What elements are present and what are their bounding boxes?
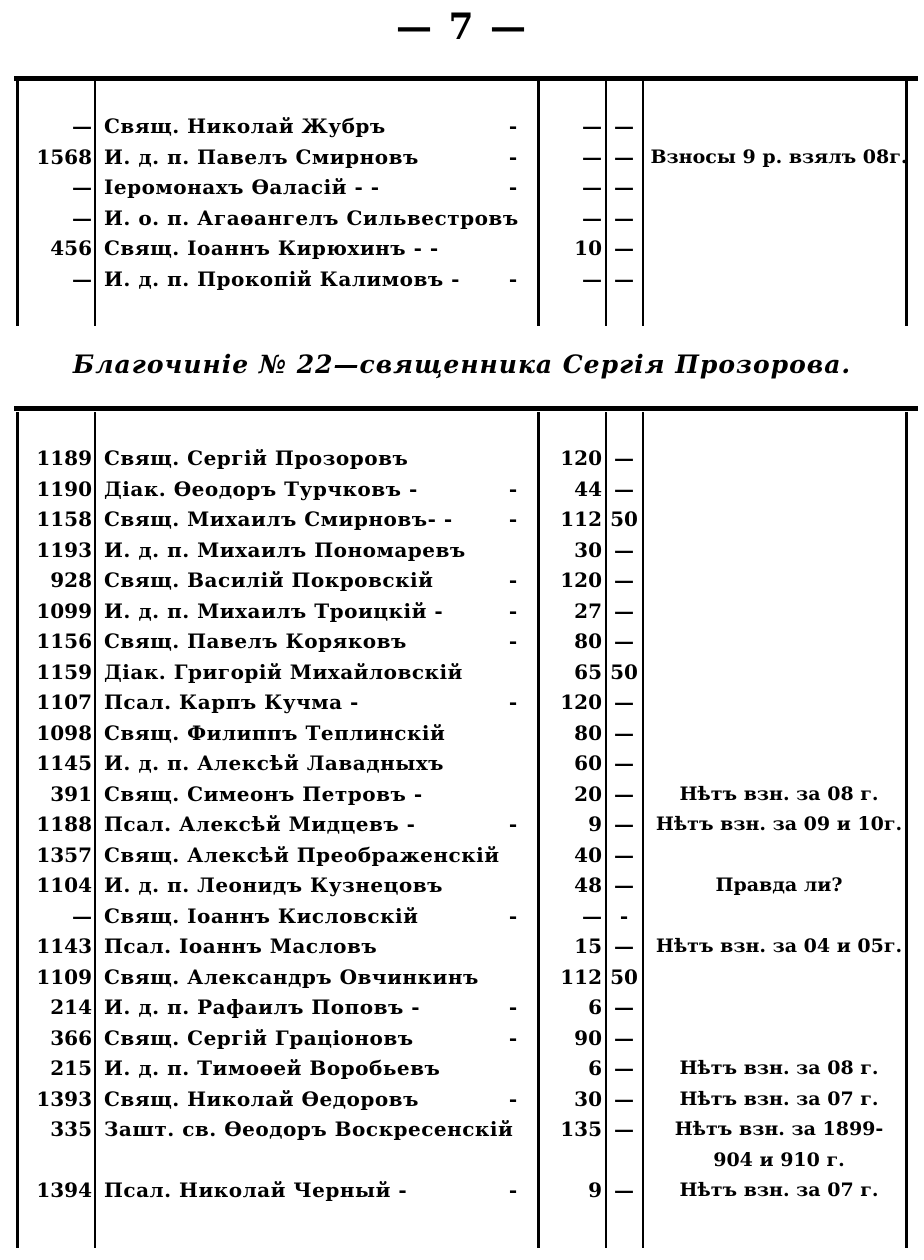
clergy-name: Свящ. Симеонъ Петровъ - — [104, 781, 423, 806]
amount-rubles: 20 — [574, 781, 602, 806]
entry-number: 456 — [50, 236, 92, 260]
table-row — [0, 566, 924, 594]
amount-rubles: 40 — [574, 842, 602, 867]
entry-number: 215 — [50, 1056, 92, 1080]
amount-kopecks: — — [614, 1025, 634, 1050]
leader-dash: - — [508, 690, 518, 714]
amount-kopecks: — — [614, 751, 634, 775]
clergy-name: Діак. Григорій Михайловскій — [104, 659, 463, 684]
table-row — [0, 536, 924, 564]
table-row — [0, 505, 924, 533]
table-row — [0, 444, 924, 472]
table-row — [0, 1115, 924, 1143]
clergy-name: И. д. п. Леонидъ Кузнецовъ — [104, 873, 443, 897]
amount-kopecks: — — [614, 568, 634, 592]
entry-number: — — [72, 175, 92, 199]
clergy-name: Свящ. Сергій Граціоновъ — [104, 1025, 414, 1050]
entry-number: 1189 — [36, 446, 92, 470]
clergy-name: Свящ. Алексѣй Преображенскій — [104, 842, 500, 867]
clergy-name: Свящ. Александръ Овчинкинъ — [104, 964, 479, 989]
amount-kopecks: — — [614, 144, 634, 169]
amount-rubles: — — [582, 175, 602, 199]
clergy-name: Свящ. Павелъ Коряковъ — [104, 629, 407, 653]
table-row — [0, 749, 924, 777]
clergy-name: И. д. п. Михаилъ Пономаревъ — [104, 537, 466, 562]
amount-rubles: 48 — [574, 873, 602, 897]
clergy-name: Свящ. Іоаннъ Кисловскій — [104, 903, 419, 928]
leader-dash: - — [508, 175, 518, 199]
amount-kopecks: — — [614, 446, 634, 470]
amount-kopecks: — — [614, 1178, 634, 1202]
amount-rubles: — — [582, 114, 602, 138]
table-row — [0, 1085, 924, 1113]
amount-kopecks: — — [614, 781, 634, 806]
table-row — [0, 932, 924, 960]
table-row — [0, 1146, 924, 1174]
amount-kopecks: — — [614, 476, 634, 501]
remark: Нѣтъ взн. за 09 и 10г. — [655, 813, 903, 835]
amount-kopecks: — — [614, 720, 634, 745]
clergy-name: Іеромонахъ Өаласій - - — [104, 175, 380, 199]
amount-rubles: 6 — [588, 995, 602, 1019]
leader-dash: - — [508, 598, 518, 623]
table-row — [0, 993, 924, 1021]
leader-dash: - — [508, 995, 518, 1019]
table-row — [0, 902, 924, 930]
leader-dash: - — [508, 629, 518, 653]
entry-number: 1098 — [36, 720, 92, 745]
amount-kopecks: 50 — [610, 507, 638, 531]
leader-dash: - — [508, 507, 518, 531]
table-row — [0, 871, 924, 899]
entry-number: 214 — [50, 995, 92, 1019]
entry-number: 1156 — [36, 629, 92, 653]
amount-rubles: — — [582, 144, 602, 169]
entry-number: 1193 — [36, 537, 92, 562]
amount-rubles: 9 — [588, 1178, 602, 1202]
amount-rubles: 120 — [560, 690, 602, 714]
table-row — [0, 841, 924, 869]
clergy-name: Псал. Карпъ Кучма - — [104, 690, 359, 714]
entry-number: 366 — [50, 1025, 92, 1050]
amount-kopecks: — — [614, 537, 634, 562]
table-row — [0, 780, 924, 808]
entry-number: 391 — [50, 781, 92, 806]
amount-rubles: 44 — [574, 476, 602, 501]
amount-kopecks: — — [614, 842, 634, 867]
entry-number: — — [72, 114, 92, 138]
table-row — [0, 719, 924, 747]
entry-number: 1143 — [36, 934, 92, 958]
clergy-name: Псал. Іоаннъ Масловъ — [104, 934, 378, 958]
leader-dash: - — [508, 1178, 518, 1202]
entry-number: 335 — [50, 1117, 92, 1141]
amount-rubles: 10 — [574, 236, 602, 260]
clergy-name: И. о. п. Агаөангелъ Сильвестровъ — [104, 205, 519, 230]
clergy-name: Свящ. Филиппъ Теплинскій — [104, 720, 446, 745]
amount-kopecks: — — [614, 114, 634, 138]
leader-dash: - — [508, 1086, 518, 1111]
amount-kopecks: — — [614, 934, 634, 958]
amount-rubles: 6 — [588, 1056, 602, 1080]
clergy-name: Діак. Өеодоръ Турчковъ - — [104, 476, 418, 501]
clergy-name: Псал. Николай Черный - — [104, 1178, 408, 1202]
table-row — [0, 688, 924, 716]
amount-rubles: 65 — [574, 659, 602, 684]
amount-kopecks: 50 — [610, 964, 638, 989]
amount-kopecks: — — [614, 690, 634, 714]
leader-dash: - — [508, 812, 518, 836]
entry-number: — — [72, 903, 92, 928]
entry-number: 1158 — [36, 507, 92, 531]
clergy-name: И. д. п. Павелъ Смирновъ — [104, 144, 419, 169]
leader-dash: - — [508, 1025, 518, 1050]
entry-number: — — [72, 266, 92, 291]
clergy-name: Псал. Алексѣй Мидцевъ - — [104, 812, 416, 836]
remark: 904 и 910 г. — [713, 1148, 845, 1171]
table-row — [0, 627, 924, 655]
amount-rubles: 112 — [560, 964, 602, 989]
table-row — [0, 1176, 924, 1204]
clergy-name: И. д. п. Тимоөей Воробьевъ — [104, 1056, 441, 1080]
amount-kopecks: — — [614, 236, 634, 260]
amount-kopecks: — — [614, 812, 634, 836]
amount-kopecks: 50 — [610, 659, 638, 684]
leader-dash: - — [508, 903, 518, 928]
entry-number: 1188 — [36, 812, 92, 836]
entry-number: 1104 — [36, 873, 92, 897]
entry-number: — — [72, 205, 92, 230]
amount-rubles: 120 — [560, 446, 602, 470]
amount-kopecks: — — [614, 629, 634, 653]
amount-kopecks: — — [614, 1086, 634, 1111]
table-row — [0, 810, 924, 838]
clergy-name: Свящ. Сергій Прозоровъ — [104, 446, 409, 470]
amount-rubles: 120 — [560, 568, 602, 592]
remark: Правда ли? — [715, 874, 843, 896]
leader-dash: - — [508, 114, 518, 138]
entry-number: 1394 — [36, 1178, 92, 1202]
amount-rubles: — — [582, 205, 602, 230]
entry-number: 1145 — [36, 751, 92, 775]
remark: Нѣтъ взн. за 1899- — [674, 1118, 884, 1140]
table-top-rule — [14, 406, 918, 411]
table-row — [0, 1054, 924, 1082]
amount-kopecks: — — [614, 266, 634, 291]
clergy-name: И. д. п. Рафаилъ Поповъ - — [104, 995, 421, 1019]
amount-rubles: 15 — [574, 934, 602, 958]
table-row — [0, 475, 924, 503]
table-row — [0, 597, 924, 625]
clergy-name: И. д. п. Алексѣй Лавадныхъ — [104, 751, 445, 775]
amount-rubles: 30 — [574, 537, 602, 562]
leader-dash: - — [508, 476, 518, 501]
clergy-name: И. д. п. Прокопій Калимовъ - — [104, 266, 460, 291]
entry-number: 1099 — [36, 598, 92, 623]
entry-number: 1159 — [36, 659, 92, 684]
amount-rubles: 90 — [574, 1025, 602, 1050]
amount-rubles: 80 — [574, 720, 602, 745]
amount-kopecks: - — [619, 903, 629, 928]
entry-number: 928 — [50, 568, 92, 592]
clergy-name: Свящ. Іоаннъ Кирюхинъ - - — [104, 236, 439, 260]
amount-kopecks: — — [614, 205, 634, 230]
amount-rubles: 80 — [574, 629, 602, 653]
amount-kopecks: — — [614, 1056, 634, 1080]
table-row — [0, 658, 924, 686]
clergy-name: И. д. п. Михаилъ Троицкій - — [104, 598, 444, 623]
leader-dash: - — [508, 568, 518, 592]
entry-number: 1109 — [36, 964, 92, 989]
clergy-name: Зашт. св. Өеодоръ Воскресенскій — [104, 1117, 514, 1141]
remark: Нѣтъ взн. за 04 и 05г. — [655, 935, 903, 957]
amount-kopecks: — — [614, 995, 634, 1019]
amount-rubles: 112 — [560, 507, 602, 531]
amount-rubles: 60 — [574, 751, 602, 775]
page-number: — 7 — — [395, 6, 529, 48]
amount-kopecks: — — [614, 175, 634, 199]
clergy-name: Свящ. Николай Жубръ — [104, 114, 386, 138]
amount-kopecks: — — [614, 873, 634, 897]
amount-rubles: 27 — [574, 598, 602, 623]
amount-kopecks: — — [614, 1117, 634, 1141]
section-heading: Благочиніе № 22—священника Сергія Прозорова. — [72, 350, 852, 379]
entry-number: 1107 — [36, 690, 92, 714]
clergy-name: Свящ. Николай Өедоровъ — [104, 1086, 419, 1111]
entry-number: 1568 — [36, 144, 92, 169]
amount-rubles: — — [582, 903, 602, 928]
clergy-name: Свящ. Михаилъ Смирновъ- - — [104, 507, 453, 531]
remark: Нѣтъ взн. за 08 г. — [679, 1057, 879, 1079]
table-row — [0, 963, 924, 991]
clergy-name: Свящ. Василій Покровскій — [104, 568, 434, 592]
entry-number: 1393 — [36, 1086, 92, 1111]
leader-dash: - — [508, 266, 518, 291]
leader-dash: - — [508, 144, 518, 169]
entry-number: 1357 — [36, 842, 92, 867]
table-row — [0, 1024, 924, 1052]
entry-number: 1190 — [36, 476, 92, 501]
amount-rubles: 9 — [588, 812, 602, 836]
remark: Нѣтъ взн. за 07 г. — [679, 1179, 879, 1201]
amount-rubles: 135 — [560, 1117, 602, 1141]
remark: Взносы 9 р. взялъ 08г. — [650, 145, 908, 168]
amount-rubles: — — [582, 266, 602, 291]
amount-kopecks: — — [614, 598, 634, 623]
remark: Нѣтъ взн. за 08 г. — [679, 782, 879, 805]
amount-rubles: 30 — [574, 1086, 602, 1111]
remark: Нѣтъ взн. за 07 г. — [679, 1087, 879, 1110]
